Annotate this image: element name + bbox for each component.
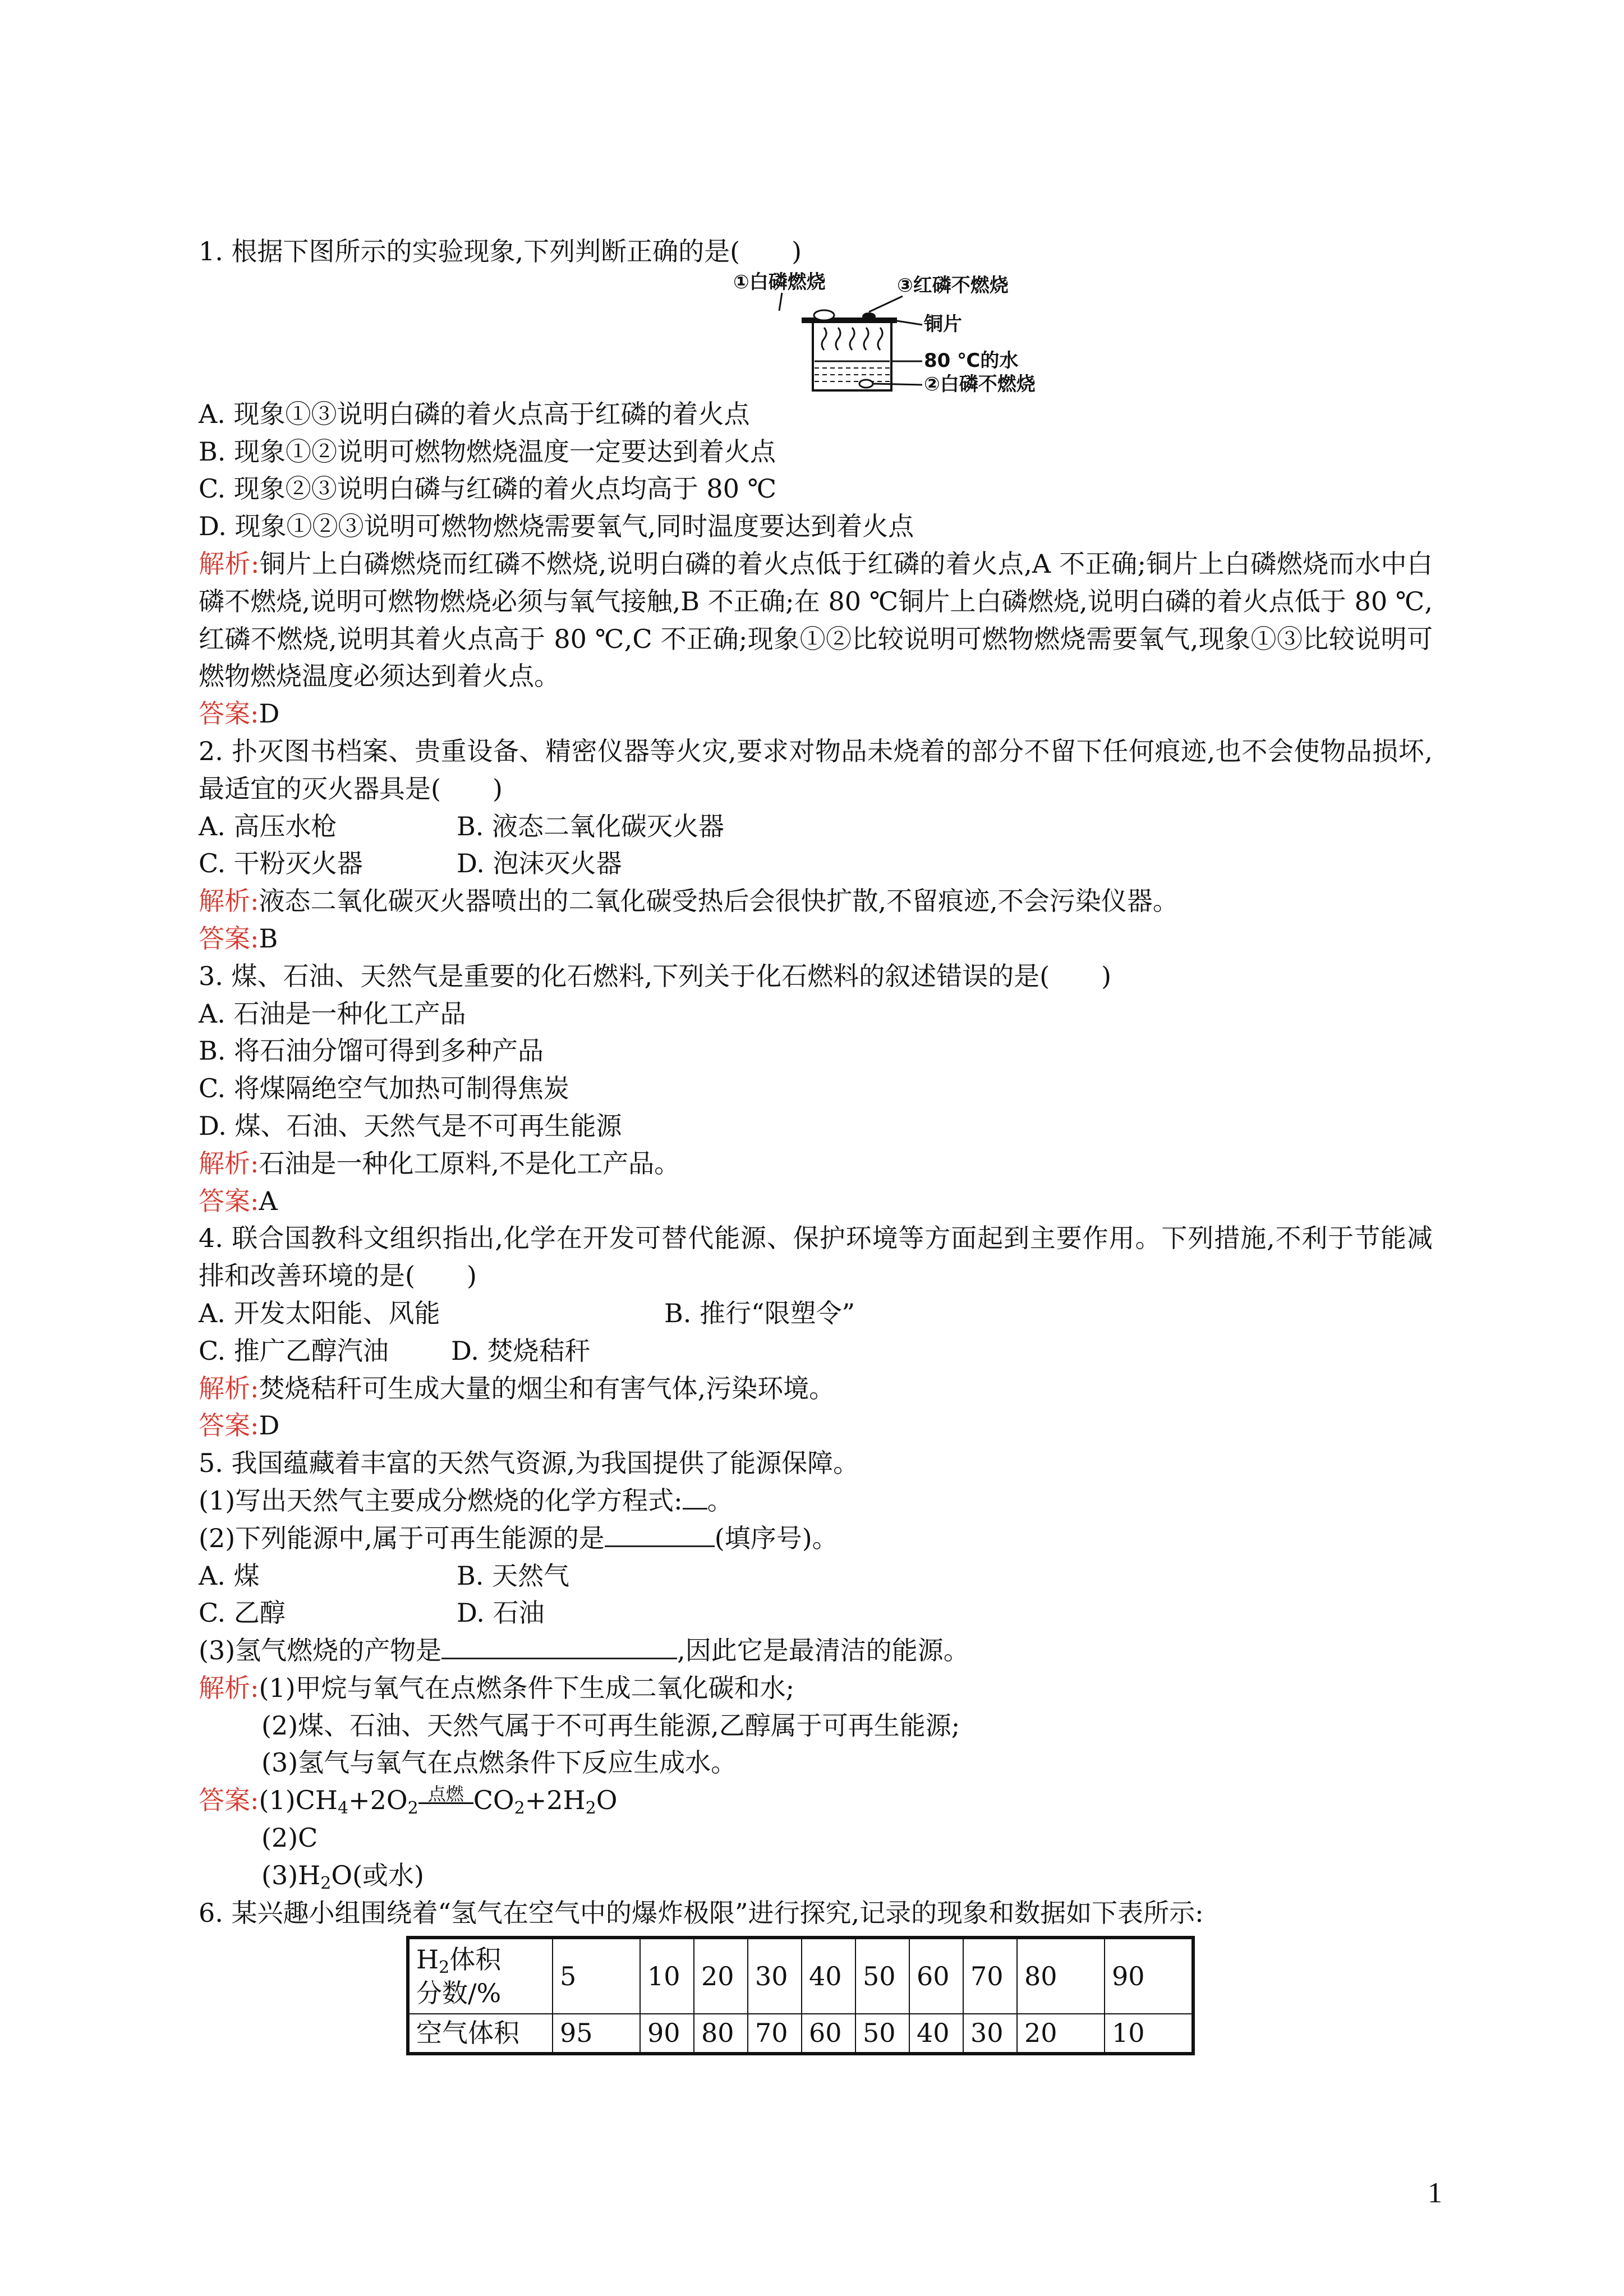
q4-stem: 4. 联合国教科文组织指出,化学在开发可替代能源、保护环境等方面起到主要作用。下列措施,不利于节能减排和改善环境的是( ) — [199, 1223, 1433, 1291]
q4-options-row-1 — [199, 1295, 1433, 1332]
eq-subscript: 2 — [407, 1798, 418, 1819]
q5-option-a: A. 煤 — [199, 1560, 260, 1591]
answer-blank — [683, 1482, 707, 1510]
table-cell: 70 — [748, 2014, 802, 2054]
eq-subscript: 4 — [337, 1798, 349, 1819]
analysis-label: 解析: — [199, 1148, 259, 1179]
table-cell: 90 — [640, 2014, 694, 2054]
header-text: H — [416, 1944, 439, 1975]
q3-option-a: A. 石油是一种化工产品 — [199, 998, 466, 1029]
figure-label-water: 80 ℃的水 — [924, 349, 1019, 372]
q5-part-2-text: (2)下列能源中,属于可再生能源的是 — [199, 1522, 605, 1553]
q4-options-row-2 — [199, 1332, 1433, 1370]
q3-option-b: B. 将石油分馏可得到多种产品 — [199, 1036, 544, 1066]
q5-part-3 — [199, 1632, 1433, 1669]
q1-option-d: D. 现象①②③说明可燃物燃烧需要氧气,同时温度要达到着火点 — [199, 511, 914, 542]
q2-analysis-text: 液态二氧化碳灭火器喷出的二氧化碳受热后会很快扩散,不留痕迹,不会污染仪器。 — [259, 886, 1179, 917]
q5-analysis — [199, 1669, 1433, 1707]
q5-part-3-text: (3)氢气燃烧的产物是 — [199, 1635, 442, 1666]
table-cell: 20 — [1017, 2014, 1105, 2054]
q4-option-c: C. 推广乙醇汽油 — [199, 1335, 389, 1366]
q5-part-1 — [199, 1482, 1433, 1520]
eq-text: +2H — [525, 1785, 586, 1816]
header-text: 体积 — [449, 1944, 502, 1975]
table-cell: 80 — [1017, 1938, 1105, 2014]
answer-label: 答案: — [199, 923, 259, 954]
table-row — [408, 1938, 1193, 2014]
eq-text: O — [596, 1785, 618, 1816]
q2-answer — [199, 920, 1433, 958]
eq-subscript: 2 — [320, 1873, 332, 1893]
q2-option-a: A. 高压水枪 — [199, 811, 337, 841]
q5-option-c: C. 乙醇 — [199, 1598, 286, 1628]
q2-option-c: C. 干粉灭火器 — [199, 848, 363, 879]
eq-subscript: 2 — [585, 1798, 596, 1819]
q4-option-d: D. 焚烧秸秆 — [451, 1335, 591, 1366]
answer-label: 答案: — [199, 1785, 259, 1816]
eq-text: O(或水) — [331, 1860, 424, 1890]
q5-part-1-end: 。 — [707, 1485, 733, 1516]
q5-answer — [199, 1782, 1433, 1819]
q3-analysis — [199, 1145, 1433, 1182]
q5-part-3-end: ,因此它是最清洁的能源。 — [677, 1635, 969, 1666]
analysis-label: 解析: — [199, 1373, 259, 1404]
combustion-experiment-figure — [729, 270, 1036, 395]
answer-label: 答案: — [199, 1185, 259, 1216]
table-cell: 70 — [963, 1938, 1017, 2014]
analysis-label: 解析: — [199, 548, 260, 579]
reaction-condition: 点燃 — [418, 1788, 473, 1800]
table-cell: 95 — [553, 2014, 640, 2054]
table-row — [408, 2014, 1193, 2054]
explosion-limit-table — [406, 1936, 1195, 2055]
q5-part-2-end: (填序号)。 — [714, 1522, 838, 1553]
table-cell: 60 — [909, 1938, 963, 2014]
q1-analysis-text: 铜片上白磷燃烧而红磷不燃烧,说明白磷的着火点低于红磷的着火点,A 不正确;铜片上白磷燃烧而水中白磷不燃烧,说明可燃物燃烧必须与氧气接触,B 不正确;在 80 ℃铜片上白磷燃烧,说明白磷的着火点低于 80 ℃,红磷不燃烧,说明其着火点高于 80 ℃,C 不正确;现象①②比较说明可燃物燃烧需要氧气,现象①③比较说明可燃物燃烧温度必须达到着火点。 — [199, 548, 1433, 692]
q1-option-a: A. 现象①③说明白磷的着火点高于红磷的着火点 — [199, 398, 750, 429]
q5-option-d: D. 石油 — [457, 1598, 545, 1628]
q1-option-c: C. 现象②③说明白磷与红磷的着火点均高于 80 ℃ — [199, 473, 777, 504]
table-cell: 10 — [640, 1938, 694, 2014]
q1-answer — [199, 695, 1433, 733]
answer-label: 答案: — [199, 698, 259, 729]
q4-answer-value: D — [259, 1410, 280, 1441]
table-cell: 40 — [909, 2014, 963, 2054]
q2-options-row-2 — [199, 845, 1433, 882]
answer-label: 答案: — [199, 1410, 259, 1441]
table-cell: 80 — [694, 2014, 748, 2054]
q4-analysis — [199, 1370, 1433, 1407]
q2-options-row-1 — [199, 808, 1433, 845]
q4-answer — [199, 1407, 1433, 1444]
beaker-diagram — [729, 270, 1036, 395]
table-cell: 30 — [748, 1938, 802, 2014]
q2-analysis — [199, 882, 1433, 920]
figure-label-1: ①白磷燃烧 — [733, 270, 826, 293]
eq-text: (1)CH — [259, 1785, 338, 1816]
q2-option-b: B. 液态二氧化碳灭火器 — [457, 811, 725, 841]
q1-stem: 1. 根据下图所示的实验现象,下列判断正确的是( ) — [199, 236, 802, 266]
q4-option-a: A. 开发太阳能、风能 — [199, 1297, 440, 1328]
q3-stem: 3. 煤、石油、天然气是重要的化石燃料,下列关于化石燃料的叙述错误的是( ) — [199, 960, 1112, 991]
q6-stem: 6. 某兴趣小组围绕着“氢气在空气中的爆炸极限”进行探究,记录的现象和数据如下表所示: — [199, 1897, 1204, 1928]
table-cell: 20 — [694, 1938, 748, 2014]
q2-answer-value: B — [259, 923, 278, 954]
answer-blank — [441, 1632, 677, 1659]
equation — [259, 1783, 618, 1819]
table-cell: 5 — [553, 1938, 640, 2014]
table-cell: 10 — [1105, 2014, 1193, 2054]
page-number: 1 — [1428, 2177, 1442, 2209]
analysis-label: 解析: — [199, 886, 259, 917]
eq-text: +2O — [348, 1785, 408, 1816]
table-cell: 50 — [855, 1938, 909, 2014]
table-cell: 40 — [802, 1938, 855, 2014]
q2-option-d: D. 泡沫灭火器 — [457, 848, 622, 879]
table-cell: 60 — [802, 2014, 855, 2054]
header-subscript: 2 — [439, 1958, 450, 1978]
q3-option-c: C. 将煤隔绝空气加热可制得焦炭 — [199, 1073, 569, 1104]
q1-analysis — [199, 545, 1433, 695]
q3-answer-value: A — [259, 1185, 278, 1216]
q3-analysis-text: 石油是一种化工原料,不是化工产品。 — [259, 1148, 680, 1179]
q2-stem: 2. 扑灭图书档案、贵重设备、精密仪器等火灾,要求对物品未烧着的部分不留下任何痕迹,也不会使物品损坏,最适宜的灭火器具是( ) — [199, 735, 1433, 804]
q5-answer-3 — [199, 1857, 1433, 1894]
row-header-h2 — [408, 1938, 553, 2014]
document-body — [199, 233, 1433, 2055]
q4-option-b: B. 推行“限塑令” — [664, 1297, 855, 1328]
q5-part-1-text: (1)写出天然气主要成分燃烧的化学方程式: — [199, 1485, 683, 1516]
q5-options-row-1 — [199, 1557, 1433, 1595]
figure-label-3: ③红磷不燃烧 — [897, 274, 1009, 297]
q3-option-d: D. 煤、石油、天然气是不可再生能源 — [199, 1110, 622, 1141]
header-text: 分数/% — [416, 1978, 502, 2009]
table-cell: 90 — [1105, 1938, 1193, 2014]
q5-analysis-line-3: (3)氢气与氧气在点燃条件下反应生成水。 — [261, 1747, 737, 1778]
q5-options-row-2 — [199, 1594, 1433, 1632]
eq-subscript: 2 — [514, 1798, 525, 1819]
analysis-label: 解析: — [199, 1672, 259, 1703]
q5-option-b: B. 天然气 — [457, 1560, 570, 1591]
q1-answer-value: D — [259, 698, 280, 729]
q5-stem: 5. 我国蕴藏着丰富的天然气资源,为我国提供了能源保障。 — [199, 1448, 859, 1479]
eq-text: (3)H — [261, 1860, 321, 1890]
q5-analysis-line-1: (1)甲烷与氧气在点燃条件下生成二氧化碳和水; — [259, 1672, 795, 1703]
q5-answer-2: (2)C — [261, 1823, 318, 1853]
eq-text: CO — [473, 1785, 514, 1816]
row-header-air: 空气体积 — [408, 2014, 553, 2054]
figure-label-2: ②白磷不燃烧 — [924, 372, 1036, 395]
answer-blank — [605, 1520, 715, 1547]
q5-analysis-line-2: (2)煤、石油、天然气属于不可再生能源,乙醇属于可再生能源; — [261, 1710, 960, 1741]
figure-label-copper: 铜片 — [924, 312, 962, 335]
q4-analysis-text: 焚烧秸秆可生成大量的烟尘和有害气体,污染环境。 — [259, 1373, 835, 1404]
q1-option-b: B. 现象①②说明可燃物燃烧温度一定要达到着火点 — [199, 436, 776, 467]
table-cell: 50 — [855, 2014, 909, 2054]
table-cell: 30 — [963, 2014, 1017, 2054]
q3-answer — [199, 1182, 1433, 1220]
q5-part-2 — [199, 1520, 1433, 1557]
